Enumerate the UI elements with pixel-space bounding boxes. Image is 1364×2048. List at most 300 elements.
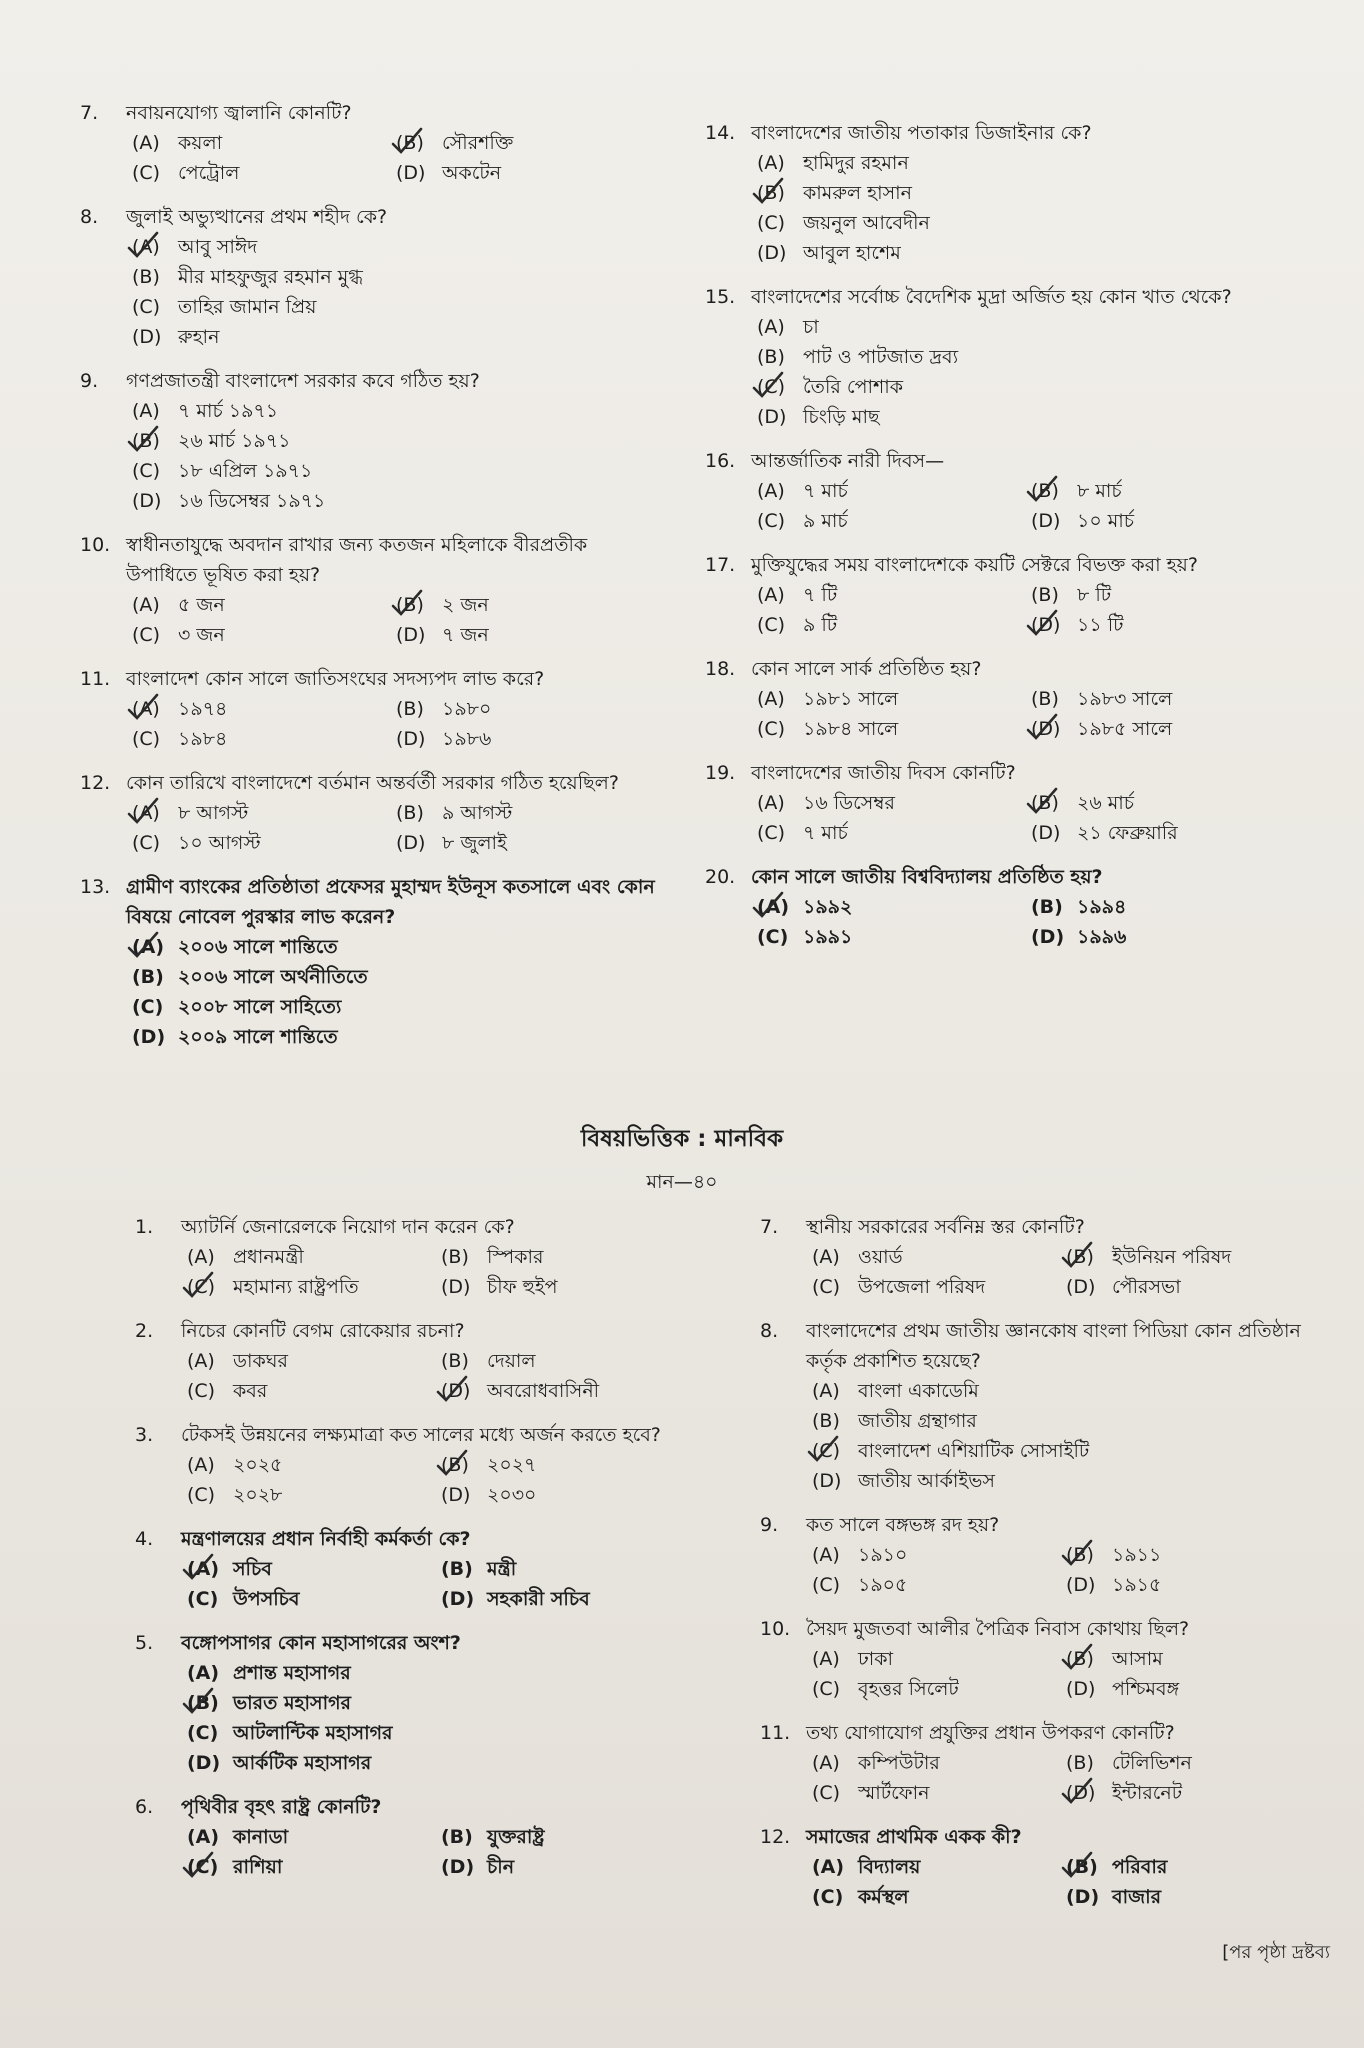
option — [1066, 1852, 1320, 1882]
option — [132, 932, 660, 962]
option-text: ১৯৮৩ সালে — [1077, 688, 1173, 710]
option — [441, 1554, 695, 1584]
question-text: টেকসই উন্নয়নের লক্ষ্যমাত্রা কত সালের মধ্যে অর্জন করতে হবে? — [181, 1424, 661, 1446]
option-text: ৮ মার্চ — [1077, 480, 1122, 502]
option-letter: (A) — [757, 896, 790, 918]
option-text: ভারত মহাসাগর — [233, 1692, 351, 1714]
next-page-note: [পর পৃষ্ঠা দ্রষ্টব্য — [1222, 1942, 1330, 1963]
option-letter: (A) — [757, 480, 785, 502]
option-letter: (C) — [757, 718, 786, 740]
question-text: কত সালে বঙ্গভঙ্গ রদ হয়? — [806, 1514, 1000, 1536]
option-letter: (C) — [187, 1380, 216, 1402]
question — [135, 1524, 695, 1614]
option-letter: (D) — [396, 162, 426, 184]
options — [760, 1242, 1320, 1302]
option — [757, 148, 1305, 178]
question — [760, 1212, 1320, 1302]
option-text: ১৯১১ — [1112, 1544, 1162, 1566]
option-letter: (B) — [1031, 688, 1059, 710]
options — [705, 580, 1305, 640]
question — [135, 1628, 695, 1778]
option-letter: (D) — [132, 490, 162, 512]
option-text: টেলিভিশন — [1112, 1752, 1192, 1774]
option-text: ২০২৮ — [233, 1484, 283, 1506]
option-text: ১৯৯৪ — [1077, 896, 1127, 918]
option-letter: (A) — [812, 1752, 840, 1774]
option-letter: (A) — [187, 1826, 220, 1848]
options — [135, 1822, 695, 1882]
option-letter: (D) — [1031, 718, 1061, 740]
option-letter: (B) — [396, 698, 424, 720]
option-letter: (C) — [132, 296, 161, 318]
option-text: বাংলাদেশ এশিয়াটিক সোসাইটি — [858, 1440, 1090, 1462]
option-text: পরিবার — [1112, 1856, 1168, 1878]
option-text: ২০০৮ সালে সাহিত্যে — [178, 996, 342, 1018]
option-text: ৭ জন — [442, 624, 489, 646]
option-letter: (A) — [187, 1558, 220, 1580]
option-text: মন্ত্রী — [487, 1558, 517, 1580]
options — [760, 1376, 1320, 1496]
option — [757, 208, 1305, 238]
option-letter: (D) — [187, 1752, 221, 1774]
option-text: ২০০৬ সালে শান্তিতে — [178, 936, 338, 958]
option — [812, 1272, 1066, 1302]
option-text: সচিব — [233, 1558, 272, 1580]
option-text: কয়লা — [178, 132, 223, 154]
option — [396, 694, 660, 724]
option-letter: (A) — [132, 594, 160, 616]
option — [812, 1540, 1066, 1570]
option-text: স্মার্টফোন — [858, 1782, 930, 1804]
option-letter: (C) — [757, 376, 786, 398]
option — [757, 684, 1031, 714]
option-text: ১৬ ডিসেম্বর ১৯৭১ — [178, 490, 326, 512]
option-letter: (D) — [1031, 510, 1061, 532]
option — [812, 1748, 1066, 1778]
question-text: পৃথিবীর বৃহৎ রাষ্ট্র কোনটি? — [181, 1796, 382, 1818]
option-letter: (B) — [441, 1558, 473, 1580]
option-letter: (D) — [1066, 1276, 1096, 1298]
option-letter: (C) — [812, 1782, 841, 1804]
question-number: 9. — [760, 1514, 779, 1536]
question-number: 9. — [80, 370, 99, 392]
option-text: মহামান্য রাষ্ট্রপতি — [233, 1276, 359, 1298]
option-letter: (B) — [757, 346, 785, 368]
option-text: ৮ জুলাই — [442, 832, 507, 854]
option-letter: (D) — [1066, 1886, 1100, 1908]
option — [187, 1346, 441, 1376]
option-letter: (D) — [1066, 1782, 1096, 1804]
options — [135, 1554, 695, 1614]
option — [132, 128, 396, 158]
option-letter: (C) — [132, 162, 161, 184]
option-letter: (A) — [187, 1662, 220, 1684]
option — [187, 1852, 441, 1882]
option-letter: (B) — [441, 1246, 469, 1268]
option-letter: (A) — [187, 1350, 215, 1372]
left-top-column — [80, 98, 660, 1066]
option-text: ১০ মার্চ — [1077, 510, 1135, 532]
option-letter: (C) — [757, 822, 786, 844]
option-letter: (A) — [757, 584, 785, 606]
option — [132, 694, 396, 724]
question-number: 6. — [135, 1796, 154, 1818]
question-text: অ্যাটর্নি জেনারেলকে নিয়োগ দান করেন কে? — [181, 1216, 515, 1238]
option-letter: (D) — [441, 1856, 475, 1878]
question-number: 11. — [760, 1722, 791, 1744]
option-letter: (A) — [812, 1246, 840, 1268]
option — [187, 1584, 441, 1614]
options — [705, 148, 1305, 268]
option — [812, 1376, 1320, 1406]
option-text: ১৮ এপ্রিল ১৯৭১ — [178, 460, 313, 482]
option — [757, 714, 1031, 744]
question — [760, 1316, 1320, 1496]
option-text: ১৯০৫ — [858, 1574, 908, 1596]
option-letter: (A) — [132, 802, 160, 824]
question — [135, 1316, 695, 1406]
option-text: রুহান — [178, 326, 220, 348]
option-letter: (C) — [132, 728, 161, 750]
option-letter: (C) — [187, 1276, 216, 1298]
option-text: পাট ও পাটজাত দ্রব্য — [803, 346, 959, 368]
option — [187, 1242, 441, 1272]
question-text: গণপ্রজাতন্ত্রী বাংলাদেশ সরকার কবে গঠিত হয়? — [126, 370, 480, 392]
option-letter: (C) — [187, 1856, 219, 1878]
question — [705, 550, 1305, 640]
options — [705, 684, 1305, 744]
question-number: 20. — [705, 866, 736, 888]
question-text: বাংলাদেশ কোন সালে জাতিসংঘের সদস্যপদ লাভ করে? — [126, 668, 545, 690]
option-text: স্পিকার — [487, 1246, 544, 1268]
option-text: চিংড়ি মাছ — [803, 406, 880, 428]
option-letter: (B) — [1066, 1856, 1098, 1878]
option-text: বৃহত্তর সিলেট — [858, 1678, 959, 1700]
option — [187, 1376, 441, 1406]
question-text: বাংলাদেশের জাতীয় দিবস কোনটি? — [751, 762, 1016, 784]
option-letter: (C) — [812, 1574, 841, 1596]
options — [705, 788, 1305, 848]
question — [705, 118, 1305, 268]
option-text: ইউনিয়ন পরিষদ — [1112, 1246, 1232, 1268]
option-text: উপসচিব — [233, 1588, 300, 1610]
option — [132, 620, 396, 650]
option-letter: (C) — [812, 1886, 844, 1908]
option-letter: (B) — [1031, 792, 1059, 814]
option-text: ওয়ার্ড — [858, 1246, 903, 1268]
option-text: ১৯৭৪ — [178, 698, 228, 720]
option-letter: (A) — [187, 1246, 215, 1268]
option-text: চীফ হুইপ — [487, 1276, 558, 1298]
option-letter: (D) — [441, 1588, 475, 1610]
question-text: বাংলাদেশের প্রথম জাতীয় জ্ঞানকোষ বাংলা পিডিয়া কোন প্রতিষ্ঠান কর্তৃক প্রকাশিত হয়েছে? — [806, 1320, 1301, 1372]
option-letter: (C) — [132, 460, 161, 482]
option-letter: (A) — [812, 1856, 845, 1878]
option-letter: (B) — [812, 1410, 840, 1432]
option-text: ২৬ মার্চ — [1077, 792, 1135, 814]
question — [760, 1822, 1320, 1912]
option-letter: (A) — [812, 1648, 840, 1670]
option-letter: (D) — [1031, 926, 1065, 948]
option-letter: (B) — [1066, 1648, 1094, 1670]
option-text: ডাকঘর — [233, 1350, 288, 1372]
option-text: ১৯৯৬ — [1077, 926, 1127, 948]
option-text: বাজার — [1112, 1886, 1162, 1908]
option — [812, 1570, 1066, 1600]
option-letter: (C) — [132, 996, 164, 1018]
option — [757, 610, 1031, 640]
question-text: বাংলাদেশের জাতীয় পতাকার ডিজাইনার কে? — [751, 122, 1092, 144]
option — [132, 396, 660, 426]
option-text: আর্কটিক মহাসাগর — [233, 1752, 372, 1774]
question — [80, 530, 660, 650]
option-letter: (B) — [1066, 1752, 1094, 1774]
question — [135, 1420, 695, 1510]
option-text: ১৯৮৬ — [442, 728, 492, 750]
options — [760, 1540, 1320, 1600]
option-text: চীন — [487, 1856, 515, 1878]
option-text: অবরোধবাসিনী — [487, 1380, 600, 1402]
option-text: জাতীয় আর্কাইভস — [858, 1470, 995, 1492]
option-letter: (B) — [1066, 1544, 1094, 1566]
option-text: ৭ মার্চ ১৯৭১ — [178, 400, 279, 422]
question-number: 18. — [705, 658, 736, 680]
option-text: হামিদুর রহমান — [803, 152, 909, 174]
question-number: 5. — [135, 1632, 154, 1654]
question-number: 8. — [80, 206, 99, 228]
option — [812, 1466, 1320, 1496]
option-text: ৭ মার্চ — [803, 822, 848, 844]
option-text: ৯ মার্চ — [803, 510, 848, 532]
option-letter: (C) — [757, 614, 786, 636]
option — [1066, 1242, 1320, 1272]
option — [1031, 714, 1305, 744]
option — [757, 372, 1305, 402]
option — [132, 590, 396, 620]
option-text: ৮ আগস্ট — [178, 802, 249, 824]
question — [705, 446, 1305, 536]
option — [441, 1450, 695, 1480]
option-letter: (B) — [441, 1454, 469, 1476]
option-letter: (C) — [757, 212, 786, 234]
options — [135, 1658, 695, 1778]
question — [80, 98, 660, 188]
option — [132, 322, 660, 352]
question — [760, 1718, 1320, 1808]
options — [135, 1450, 695, 1510]
question-text: গ্রামীণ ব্যাংকের প্রতিষ্ঠাতা প্রফেসর মুহাম্মদ ইউনূস কতসালে এবং কোন বিষয়ে নোবেল পুরস্কার লাভ করেন? — [126, 876, 655, 928]
option-text: ১৯৮০ — [442, 698, 492, 720]
option-text: কামরুল হাসান — [803, 182, 913, 204]
options — [705, 476, 1305, 536]
option-letter: (D) — [812, 1470, 842, 1492]
option-letter: (D) — [757, 406, 787, 428]
question-number: 8. — [760, 1320, 779, 1342]
question-number: 4. — [135, 1528, 154, 1550]
option — [812, 1674, 1066, 1704]
option — [132, 962, 660, 992]
option — [132, 992, 660, 1022]
option — [187, 1480, 441, 1510]
option — [812, 1882, 1066, 1912]
option — [1066, 1882, 1320, 1912]
option-letter: (D) — [1066, 1574, 1096, 1596]
option — [1031, 506, 1305, 536]
option-text: ১১ টি — [1077, 614, 1124, 636]
option-text: তৈরি পোশাক — [803, 376, 904, 398]
option-text: ২০২৫ — [233, 1454, 283, 1476]
option — [132, 798, 396, 828]
option-text: সহকারী সচিব — [487, 1588, 590, 1610]
option — [757, 178, 1305, 208]
option-letter: (A) — [757, 688, 785, 710]
options — [80, 232, 660, 352]
option-text: বাংলা একাডেমি — [858, 1380, 979, 1402]
option-text: ৮ টি — [1077, 584, 1112, 606]
options — [760, 1852, 1320, 1912]
option — [441, 1376, 695, 1406]
options — [135, 1346, 695, 1406]
options — [80, 590, 660, 650]
option-text: দেয়াল — [487, 1350, 536, 1372]
option-text: রাশিয়া — [233, 1856, 283, 1878]
option-letter: (D) — [441, 1276, 471, 1298]
question-text: বাংলাদেশের সর্বোচ্চ বৈদেশিক মুদ্রা অর্জিত হয় কোন খাত থেকে? — [751, 286, 1232, 308]
question-text: স্বাধীনতাযুদ্ধে অবদান রাখার জন্য কতজন মহিলাকে বীরপ্রতীক উপাধিতে ভূষিত করা হয়? — [126, 534, 588, 586]
option — [1031, 788, 1305, 818]
option-letter: (A) — [757, 792, 785, 814]
option — [132, 158, 396, 188]
question-number: 1. — [135, 1216, 154, 1238]
question-text: জুলাই অভ্যুত্থানের প্রথম শহীদ কে? — [126, 206, 388, 228]
option — [187, 1658, 695, 1688]
question-text: কোন সালে জাতীয় বিশ্ববিদ্যালয় প্রতিষ্ঠিত হয়? — [751, 866, 1103, 888]
option-text: ২৬ মার্চ ১৯৭১ — [178, 430, 291, 452]
option-text: আসাম — [1112, 1648, 1163, 1670]
option-text: ১৯৯১ — [803, 926, 853, 948]
question-number: 14. — [705, 122, 736, 144]
option — [441, 1480, 695, 1510]
option — [1031, 476, 1305, 506]
question — [80, 202, 660, 352]
option — [396, 620, 660, 650]
option — [757, 788, 1031, 818]
option — [757, 922, 1031, 952]
question-number: 3. — [135, 1424, 154, 1446]
option — [1066, 1674, 1320, 1704]
option — [441, 1272, 695, 1302]
option-text: ২১ ফেব্রুয়ারি — [1077, 822, 1178, 844]
question-text: নিচের কোনটি বেগম রোকেয়ার রচনা? — [181, 1320, 465, 1342]
options — [80, 798, 660, 858]
option — [132, 828, 396, 858]
option — [132, 486, 660, 516]
option-letter: (B) — [441, 1826, 473, 1848]
option — [1031, 818, 1305, 848]
option-text: সৌরশক্তি — [442, 132, 514, 154]
question — [705, 862, 1305, 952]
question-number: 15. — [705, 286, 736, 308]
question-number: 16. — [705, 450, 736, 472]
option-text: বিদ্যালয় — [858, 1856, 921, 1878]
option-letter: (D) — [1031, 822, 1061, 844]
option — [187, 1450, 441, 1480]
option-text: ১৯৯২ — [803, 896, 853, 918]
question — [80, 366, 660, 516]
option — [187, 1718, 695, 1748]
option-text: ২০৩০ — [487, 1484, 537, 1506]
option — [1031, 892, 1305, 922]
option — [396, 828, 660, 858]
left-bottom-column — [135, 1212, 695, 1896]
option-text: জয়নুল আবেদীন — [803, 212, 930, 234]
option — [132, 724, 396, 754]
option — [132, 292, 660, 322]
option-text: ৭ মার্চ — [803, 480, 848, 502]
option-letter: (D) — [441, 1484, 471, 1506]
option-letter: (B) — [132, 430, 160, 452]
question-number: 12. — [760, 1826, 791, 1848]
option-letter: (D) — [396, 728, 426, 750]
option — [1066, 1778, 1320, 1808]
option-text: কর্মস্থল — [858, 1886, 909, 1908]
question-text: সমাজের প্রাথমিক একক কী? — [806, 1826, 1022, 1848]
option-text: ৯ আগস্ট — [442, 802, 513, 824]
option-letter: (D) — [132, 1026, 166, 1048]
option — [396, 590, 660, 620]
option — [757, 476, 1031, 506]
question-text: স্থানীয় সরকারের সর্বনিম্ন স্তর কোনটি? — [806, 1216, 1085, 1238]
option — [1066, 1748, 1320, 1778]
options — [705, 312, 1305, 432]
option — [441, 1822, 695, 1852]
option-text: প্রধানমন্ত্রী — [233, 1246, 304, 1268]
option-text: ৩ জন — [178, 624, 225, 646]
option-letter: (C) — [812, 1440, 841, 1462]
option — [757, 312, 1305, 342]
option-letter: (D) — [441, 1380, 471, 1402]
question — [705, 758, 1305, 848]
options — [760, 1644, 1320, 1704]
option — [812, 1436, 1320, 1466]
option — [187, 1554, 441, 1584]
option-text: ১৯৮৫ সালে — [1077, 718, 1173, 740]
question-text: মন্ত্রণালয়ের প্রধান নির্বাহী কর্মকর্তা কে? — [181, 1528, 471, 1550]
question-number: 10. — [80, 534, 111, 556]
option-text: ১৯৮১ সালে — [803, 688, 899, 710]
option-letter: (B) — [396, 132, 424, 154]
question-number: 13. — [80, 876, 111, 898]
options — [80, 128, 660, 188]
option-letter: (B) — [757, 182, 785, 204]
option — [132, 426, 660, 456]
option-letter: (A) — [132, 698, 160, 720]
option-text: পশ্চিমবঙ্গ — [1112, 1678, 1180, 1700]
option — [441, 1346, 695, 1376]
question-text: তথ্য যোগাযোগ প্রযুক্তির প্রধান উপকরণ কোনটি? — [806, 1722, 1175, 1744]
option — [812, 1778, 1066, 1808]
question-number: 7. — [80, 102, 99, 124]
option-text: চা — [803, 316, 819, 338]
option — [757, 402, 1305, 432]
option-text: পেট্রোল — [178, 162, 240, 184]
option — [187, 1822, 441, 1852]
question-text: সৈয়দ মুজতবা আলীর পৈত্রিক নিবাস কোথায় ছিল? — [806, 1618, 1190, 1640]
option — [1066, 1272, 1320, 1302]
question-number: 10. — [760, 1618, 791, 1640]
option — [187, 1688, 695, 1718]
option — [812, 1644, 1066, 1674]
